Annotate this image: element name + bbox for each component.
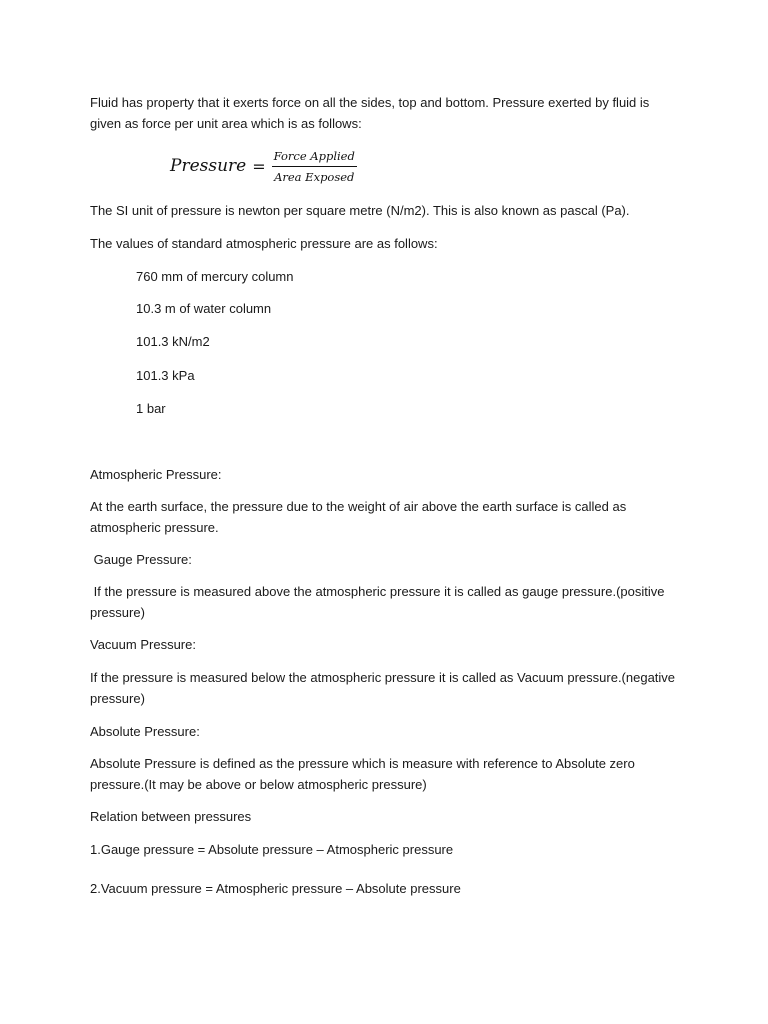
intro-paragraph: Fluid has property that it exerts force on all the sides, top and bottom. Pressure exerted by fluid is given as force per unit area which is as follows: [90,95,650,131]
standard-value-item: 1 bar [136,401,166,416]
relation-heading: Relation between pressures [90,809,252,824]
relation-equation-1: 1.Gauge pressure = Absolute pressure – Atmospheric pressure [90,842,454,857]
formula-fraction [272,148,357,185]
formula-equals: = [252,156,266,176]
standard-value-item: 101.3 kPa [136,368,195,383]
standard-value-item: 101.3 kN/m2 [136,334,210,349]
formula-lhs: Pressure [170,155,247,176]
gauge-heading: Gauge Pressure: [90,552,192,567]
absolute-paragraph: Absolute Pressure is defined as the pressure which is measure with reference to Absolute zero pressure.(It may be above or below atmospheric pressure) [90,756,635,792]
pressure-formula [170,144,357,188]
absolute-heading: Absolute Pressure: [90,724,200,739]
atmospheric-heading: Atmospheric Pressure: [90,467,222,482]
atmospheric-paragraph: At the earth surface, the pressure due to the weight of air above the earth surface is called as atmospheric pressure. [90,499,627,535]
vacuum-heading: Vacuum Pressure: [90,637,196,652]
fraction-bar [272,166,357,167]
standard-values-intro: The values of standard atmospheric pressure are as follows: [90,236,438,251]
formula-numerator: Force Applied [273,148,355,163]
gauge-paragraph: If the pressure is measured above the atmospheric pressure it is called as gauge pressure.(positive pressure) [90,584,669,620]
relation-equation-2: 2.Vacuum pressure = Atmospheric pressure – Absolute pressure [90,881,461,896]
vacuum-paragraph: If the pressure is measured below the atmospheric pressure it is called as Vacuum pressure.(negative pressure) [90,670,676,706]
standard-value-item: 760 mm of mercury column [136,269,294,284]
si-unit-paragraph: The SI unit of pressure is newton per square metre (N/m2). This is also known as pascal (Pa). [90,203,630,218]
formula-denominator: Area Exposed [274,169,355,184]
standard-value-item: 10.3 m of water column [136,301,272,316]
